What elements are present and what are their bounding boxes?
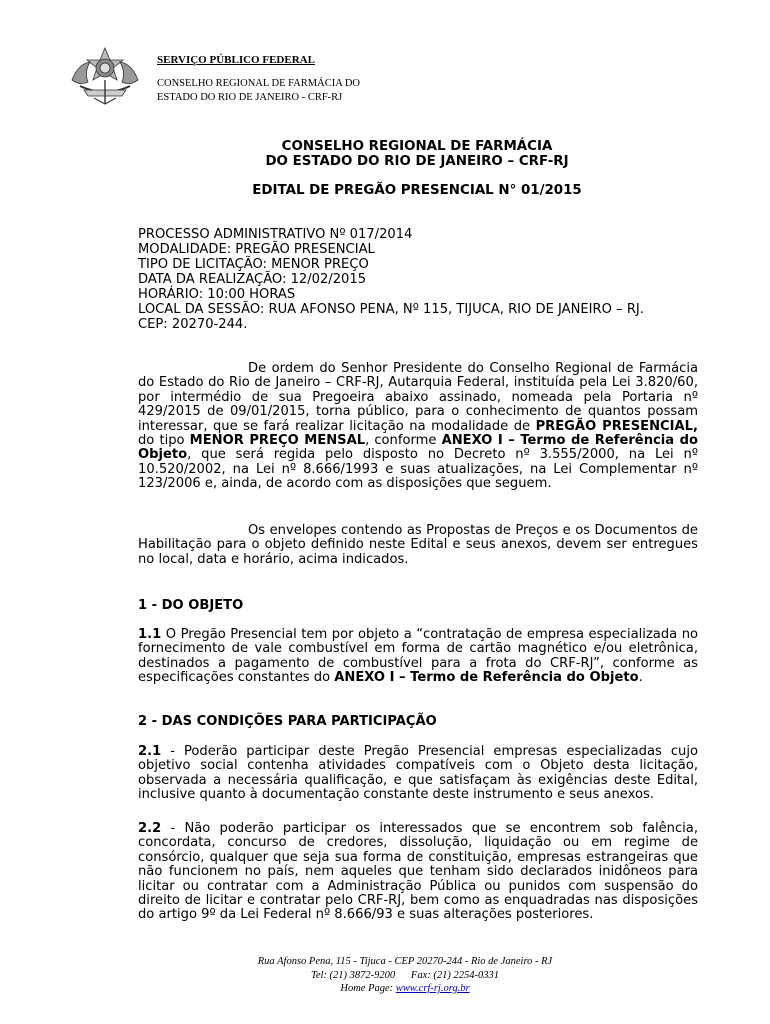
- header-council-line1: CONSELHO REGIONAL DE FARMÁCIA DO: [157, 78, 361, 89]
- meta-processo: PROCESSO ADMINISTRATIVO Nº 017/2014: [138, 227, 413, 242]
- header-org: SERVIÇO PÚBLICO FEDERAL: [157, 54, 315, 66]
- footer-homepage: Home Page: www.crf-rj.org.br: [340, 983, 470, 994]
- title-line2: DO ESTADO DO RIO DE JANEIRO – CRF-RJ: [265, 154, 569, 169]
- meta-data: DATA DA REALIZAÇÃO: 12/02/2015: [138, 272, 367, 287]
- page-footer: [0, 955, 770, 996]
- section2-item-2: 2.2 - Não poderão participar os interessados que se encontrem sob falência, concordata, concurso de credores, dissolução, liquidação ou em regime de consórcio, qualquer que seja sua forma de constituição, empresas estrangeiras que não funcionem no país, nem aqueles que tenham sido declarados inidôneos para licitar ou contratar com a Administração Pública ou punidos com suspensão do direito de licitar e contratar pelo CRF-RJ, bem como as enquadradas nas disposições do artigo 9º da Lei Federal nº 8.666/93 e suas alterações posteriores.: [138, 821, 698, 923]
- edital-title: EDITAL DE PREGÃO PRESENCIAL N° 01/2015: [252, 183, 582, 198]
- meta-local: LOCAL DA SESSÃO: RUA AFONSO PENA, Nº 115, TIJUCA, RIO DE JANEIRO – RJ.: [138, 302, 644, 317]
- intro-paragraph-1: De ordem do Senhor Presidente do Conselho Regional de Farmácia do Estado do Rio de Janeiro – CRF-RJ, Autarquia Federal, instituída pela Lei 3.820/60, por intermédio de sua Pregoeira abaixo assinado, nomeada pela Portaria nº 429/2015 de 09/01/2015, torna público, para o conhecimento de quantos possam interessar, que se fará realizar licitação na modalidade de PREGÃO PRESENCIAL, do tipo MENOR PREÇO MENSAL, conforme ANEXO I – Termo de Referência do Objeto, que será regida pelo disposto no Decreto nº 3.555/2000, na Lei nº 10.520/2002, na Lei nº 8.666/1993 e suas atualizações, na Lei Complementar nº 123/2006 e, ainda, de acordo com as disposições que seguem.: [138, 361, 698, 492]
- section2-item-1: 2.1 - Poderão participar deste Pregão Presencial empresas especializadas cujo objetivo social contenha atividades compatíveis com o Objeto desta licitação, observada a necessária qualificação, e que satisfaçam às exigências deste Edital, inclusive quanto à documentação constante deste instrumento e seus anexos.: [138, 744, 698, 803]
- meta-modalidade: MODALIDADE: PREGÃO PRESENCIAL: [138, 242, 375, 257]
- section1-paragraph: 1.1 O Pregão Presencial tem por objeto a “contratação de empresa especializada no fornecimento de vale combustível em forma de cartão magnético e/ou eletrônica, destinados a pagamento de combustível para a frota do CRF-RJ”, conforme as especificações constantes do ANEXO I – Termo de Referência do Objeto.: [138, 627, 698, 686]
- meta-tipo: TIPO DE LICITAÇÃO: MENOR PREÇO: [138, 257, 369, 272]
- header-council-line2: ESTADO DO RIO DE JANEIRO - CRF-RJ: [157, 92, 343, 103]
- section2-heading: 2 - DAS CONDIÇÕES PARA PARTICIPAÇÃO: [138, 714, 437, 729]
- title-line1: CONSELHO REGIONAL DE FARMÁCIA: [281, 139, 553, 154]
- footer-address: Rua Afonso Pena, 115 - Tijuca - CEP 20270-244 - Rio de Janeiro - RJ: [257, 956, 553, 967]
- coat-of-arms-seal: [64, 46, 146, 106]
- meta-horario: HORÁRIO: 10:00 HORAS: [138, 287, 296, 302]
- meta-cep: CEP: 20270-244.: [138, 317, 248, 332]
- section1-heading: 1 - DO OBJETO: [138, 598, 244, 613]
- footer-phones: Tel: (21) 3872-9200 Fax: (21) 2254-0331: [310, 969, 499, 981]
- homepage-link[interactable]: www.crf-rj.org.br: [395, 983, 470, 994]
- intro-paragraph-2: Os envelopes contendo as Propostas de Preços e os Documentos de Habilitação para o objeto definido neste Edital e seus anexos, devem ser entregues no local, data e horário, acima indicados.: [138, 523, 698, 567]
